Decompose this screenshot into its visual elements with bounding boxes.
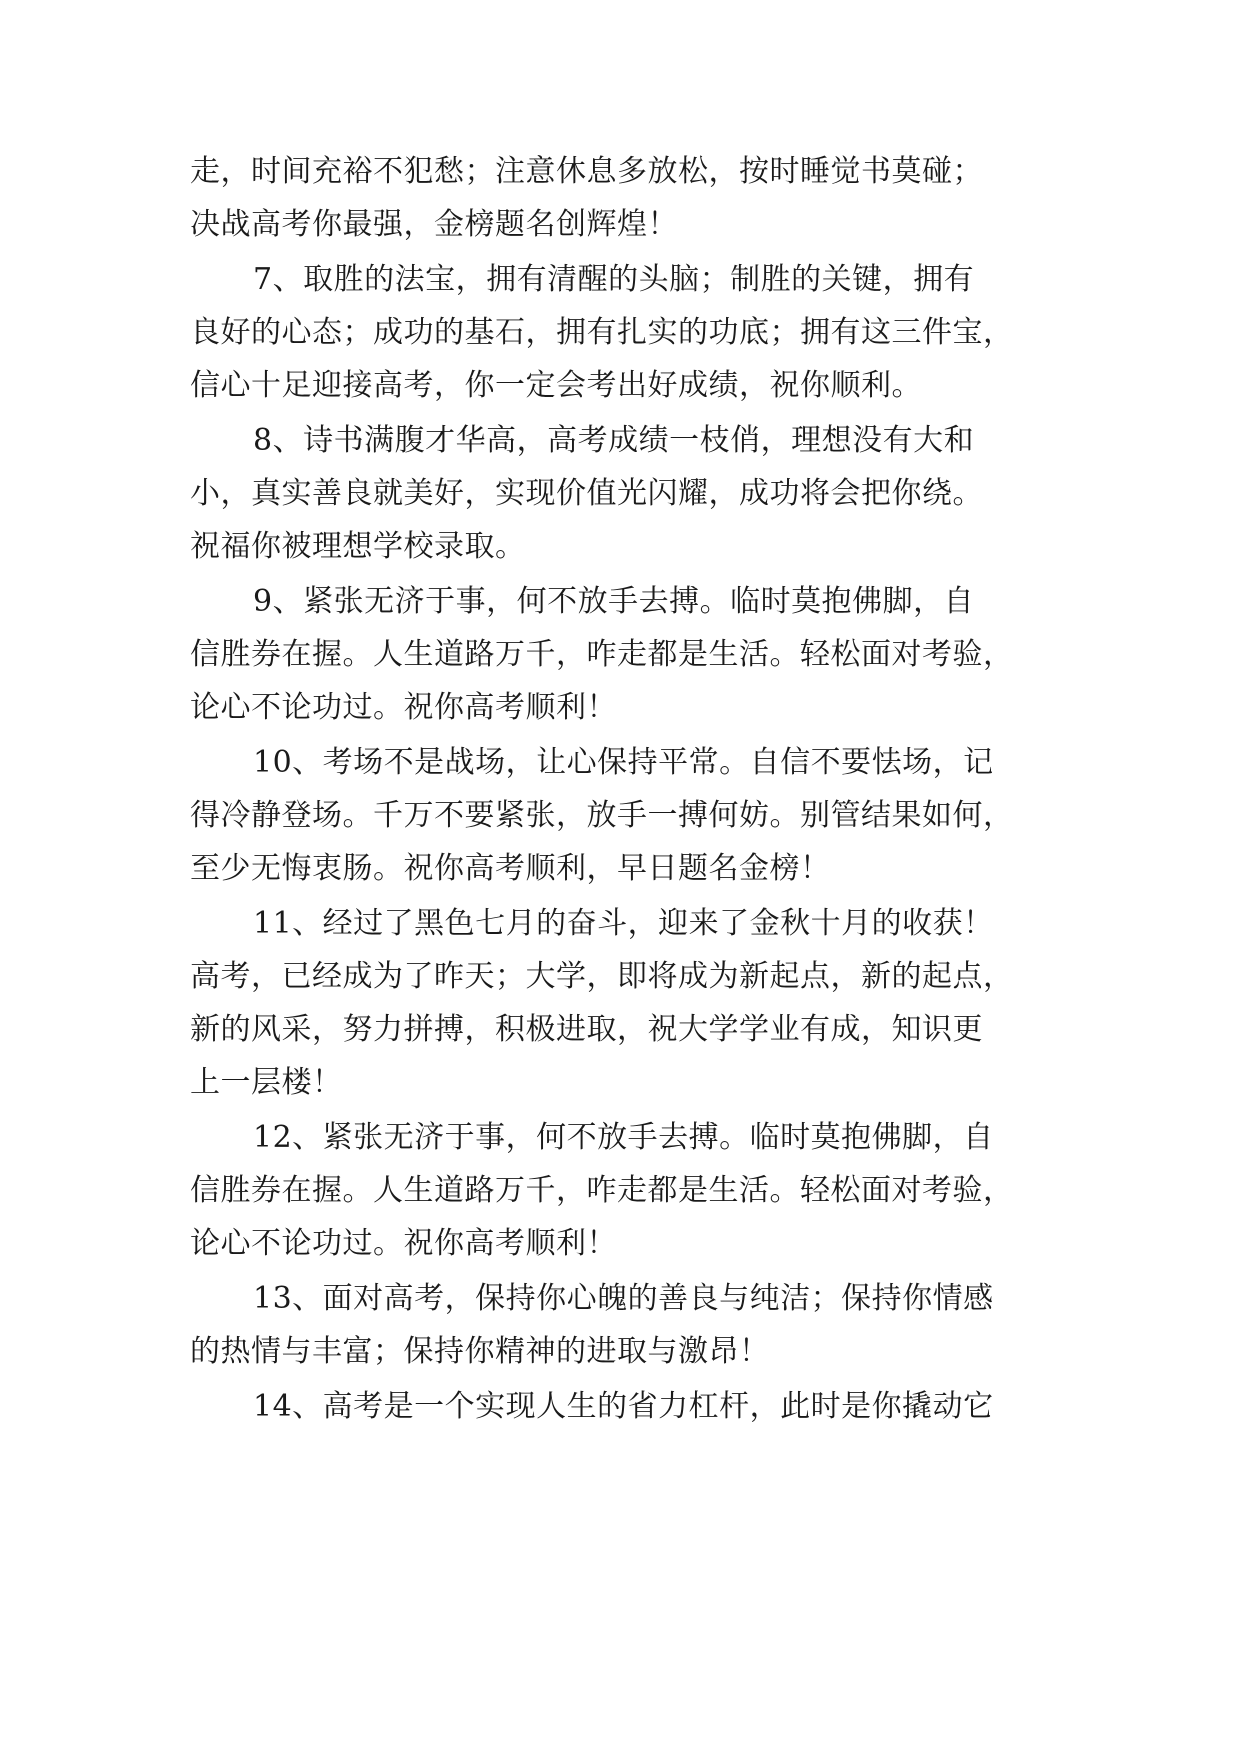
item-13-start: 13、面对高考，保持你心魄的善良与纯洁；保持你情感: [253, 1281, 994, 1316]
item-12-start: 12、紧张无济于事，何不放手去搏。临时莫抱佛脚，自: [253, 1120, 994, 1155]
item-7-start: 7、取胜的法宝，拥有清醒的头脑；制胜的关键，拥有: [253, 262, 975, 297]
text-line: 的热情与丰富；保持你精神的进取与激昂！: [190, 1334, 770, 1369]
text-line: 高考，已经成为了昨天；大学，即将成为新起点，新的起点，: [190, 959, 1014, 994]
text-line: 良好的心态；成功的基石，拥有扎实的功底；拥有这三件宝，: [190, 315, 1014, 350]
text-line: 新的风采，努力拼搏，积极进取，祝大学学业有成，知识更: [190, 1012, 983, 1047]
item-14-start: 14、高考是一个实现人生的省力杠杆，此时是你撬动它: [253, 1389, 994, 1424]
item-8-start: 8、诗书满腹才华高，高考成绩一枝俏，理想没有大和: [253, 423, 975, 458]
text-line: 信胜券在握。人生道路万千，咋走都是生活。轻松面对考验，: [190, 1173, 1014, 1208]
text-line: 走，时间充裕不犯愁；注意休息多放松，按时睡觉书莫碰；: [190, 154, 983, 189]
text-line: 论心不论功过。祝你高考顺利！: [190, 690, 617, 725]
item-11-start: 11、经过了黑色七月的奋斗，迎来了金秋十月的收获！: [253, 906, 994, 941]
text-line: 信胜券在握。人生道路万千，咋走都是生活。轻松面对考验，: [190, 637, 1014, 672]
text-line: 至少无悔衷肠。祝你高考顺利，早日题名金榜！: [190, 851, 831, 886]
text-line: 得冷静登场。千万不要紧张，放手一搏何妨。别管结果如何，: [190, 798, 1014, 833]
item-10-start: 10、考场不是战场，让心保持平常。自信不要怯场，记: [253, 745, 994, 780]
text-line: 祝福你被理想学校录取。: [190, 529, 526, 564]
text-line: 论心不论功过。祝你高考顺利！: [190, 1226, 617, 1261]
text-line: 上一层楼！: [190, 1065, 343, 1100]
text-line: 决战高考你最强，金榜题名创辉煌！: [190, 207, 678, 242]
text-line: 信心十足迎接高考，你一定会考出好成绩，祝你顺利。: [190, 368, 922, 403]
text-line: 小，真实善良就美好，实现价值光闪耀，成功将会把你绕。: [190, 476, 983, 511]
item-9-start: 9、紧张无济于事，何不放手去搏。临时莫抱佛脚，自: [253, 584, 975, 619]
